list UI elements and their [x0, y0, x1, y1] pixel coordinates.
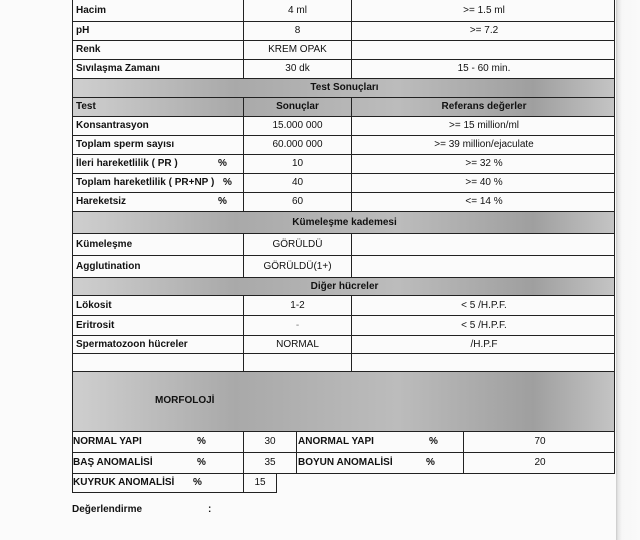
row-label: Spermatozoon hücreler	[76, 339, 188, 350]
section-header-morphology	[72, 372, 615, 432]
table-row	[72, 155, 615, 174]
section-title: Kümeleşme kademesi	[292, 217, 397, 228]
percent-symbol: %	[218, 158, 227, 169]
table-header-row	[72, 98, 615, 117]
table-row	[72, 316, 615, 336]
table-row	[72, 193, 615, 212]
row-label: Hacim	[76, 5, 107, 16]
row-label: Konsantrasyon	[76, 120, 149, 131]
row-value: 30 dk	[285, 63, 310, 74]
row-reference: <= 14 %	[465, 196, 503, 207]
row-value: -	[295, 320, 300, 331]
table-row	[72, 256, 615, 278]
table-row	[72, 136, 615, 155]
morphology-row	[72, 453, 615, 474]
table-row	[72, 296, 615, 316]
row-value: 60	[291, 196, 304, 207]
row-value: 60.000 000	[272, 139, 323, 150]
row-label: pH	[76, 25, 90, 36]
row-label: Eritrosit	[76, 320, 115, 331]
row-reference: >= 39 million/ejaculate	[434, 139, 534, 150]
percent-symbol: %	[197, 436, 206, 447]
row-value: 30	[264, 436, 276, 447]
row-reference: 15 - 60 min.	[457, 63, 511, 74]
table-row-renk	[72, 41, 615, 60]
section-title: Diğer hücreler	[310, 281, 379, 292]
percent-symbol: %	[218, 196, 227, 207]
row-value: GÖRÜLDÜ(1+)	[263, 261, 332, 272]
row-reference: < 5 /H.P.F.	[461, 300, 507, 311]
row-value: 40	[291, 177, 304, 188]
row-label: İleri hareketlilik ( PR )	[76, 158, 178, 169]
row-reference: < 5 /H.P.F.	[461, 320, 507, 331]
evaluation-label: Değerlendirme	[72, 504, 143, 515]
header-reference: Referans değerler	[441, 101, 527, 112]
evaluation-colon: :	[208, 504, 212, 515]
row-label: Renk	[76, 44, 101, 55]
row-value: 15	[254, 477, 266, 488]
section-title: MORFOLOJİ	[155, 395, 215, 406]
table-row	[72, 174, 615, 193]
section-header-other-cells	[72, 278, 615, 296]
row-label: Agglutination	[76, 261, 141, 272]
header-result: Sonuçlar	[276, 101, 319, 112]
row-value: 8	[294, 25, 301, 36]
row-value: 20	[534, 457, 546, 468]
row-label: NORMAL YAPI	[73, 436, 142, 447]
table-row	[72, 234, 615, 256]
row-reference: >= 32 %	[465, 158, 503, 169]
section-title: Test Sonuçları	[310, 82, 379, 93]
row-reference: >= 7.2	[469, 25, 499, 36]
row-label: Sıvılaşma Zamanı	[76, 63, 160, 74]
row-value: GÖRÜLDÜ	[272, 239, 323, 250]
percent-symbol: %	[426, 457, 435, 468]
morphology-row	[72, 432, 615, 453]
row-reference: >= 15 million/ml	[448, 120, 520, 131]
row-value: 15.000 000	[272, 120, 323, 131]
section-header-test-results	[72, 79, 615, 98]
header-test: Test	[76, 101, 96, 112]
table-row	[72, 336, 615, 354]
row-label: ANORMAL YAPI	[298, 436, 374, 447]
row-label: Toplam hareketlilik ( PR+NP )	[76, 177, 215, 188]
row-value: 35	[264, 457, 276, 468]
row-value: 4 ml	[288, 5, 307, 16]
row-value: NORMAL	[276, 339, 319, 350]
row-label: BOYUN ANOMALİSİ	[298, 457, 393, 468]
row-label: BAŞ ANOMALİSİ	[73, 457, 153, 468]
row-value: 70	[534, 436, 546, 447]
row-label: Toplam sperm sayısı	[76, 139, 175, 150]
morphology-row	[72, 474, 277, 493]
percent-symbol: %	[429, 436, 438, 447]
percent-symbol: %	[223, 177, 232, 188]
row-reference: >= 1.5 ml	[463, 5, 505, 16]
row-label: Kümeleşme	[76, 239, 133, 250]
table-row-sivilasma	[72, 60, 615, 79]
row-reference: /H.P.F	[470, 339, 498, 350]
percent-symbol: %	[197, 457, 206, 468]
row-value: KREM OPAK	[268, 44, 327, 55]
row-value: 1-2	[290, 300, 305, 311]
row-reference	[352, 41, 616, 59]
section-header-clumping	[72, 212, 615, 234]
row-value: 10	[291, 158, 304, 169]
percent-symbol: %	[193, 477, 202, 488]
table-row-hacim	[72, 0, 615, 22]
row-label: Lökosit	[76, 300, 112, 311]
table-row-empty	[72, 354, 615, 372]
row-label: KUYRUK ANOMALİSİ	[73, 477, 175, 488]
row-reference: >= 40 %	[465, 177, 503, 188]
table-row	[72, 117, 615, 136]
page-edge-shadow	[616, 0, 640, 540]
table-row-ph	[72, 22, 615, 41]
row-label: Hareketsiz	[76, 196, 127, 207]
